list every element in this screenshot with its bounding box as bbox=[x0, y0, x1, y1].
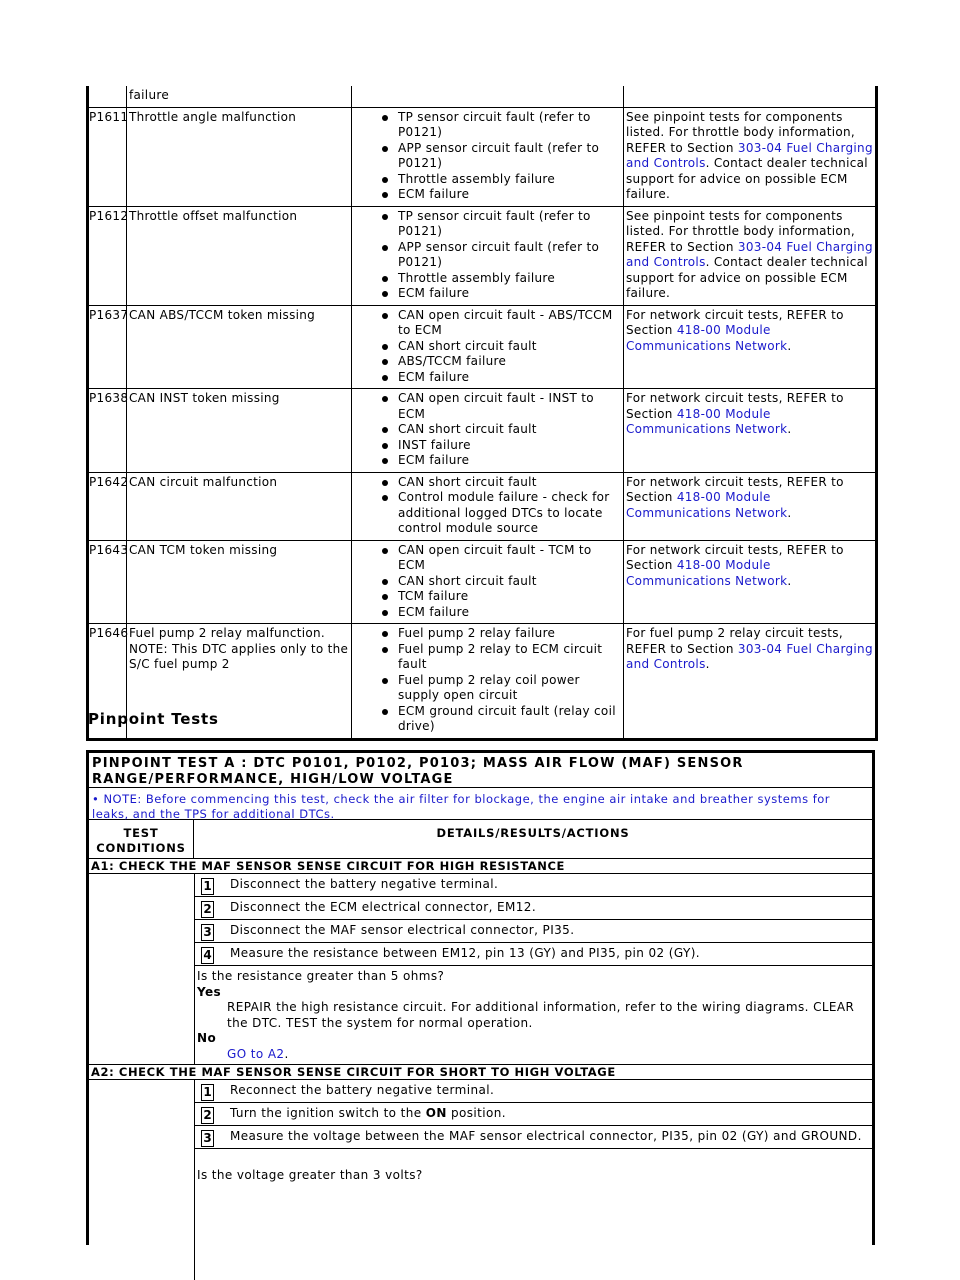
action: For fuel pump 2 relay circuit tests, REFER to Section 303-04 Fuel Charging and Controls. bbox=[624, 624, 877, 740]
a1-step-2 bbox=[195, 897, 872, 920]
cause-item: Fuel pump 2 relay failure bbox=[354, 626, 621, 642]
a1-step-3 bbox=[195, 920, 872, 943]
dtc-table bbox=[86, 86, 878, 741]
section-link[interactable]: 418-00 Module Communications Network bbox=[626, 406, 788, 436]
step-text: Disconnect the battery negative terminal. bbox=[230, 877, 499, 891]
cause-item: CAN open circuit fault - TCM to ECM bbox=[354, 543, 621, 574]
section-link[interactable]: 303-04 Fuel Charging and Controls bbox=[626, 140, 873, 170]
cause-item: INST failure bbox=[354, 438, 621, 454]
cause-item: CAN short circuit fault bbox=[354, 422, 621, 438]
possible-causes bbox=[352, 389, 624, 473]
action bbox=[624, 86, 877, 107]
a1-step-4 bbox=[195, 943, 872, 966]
dtc-description: CAN circuit malfunction bbox=[127, 472, 352, 540]
possible-causes bbox=[352, 86, 624, 107]
dtc-row bbox=[88, 472, 877, 540]
step-number: 4 bbox=[201, 947, 214, 964]
step-number: 2 bbox=[201, 1107, 214, 1124]
action: For network circuit tests, REFER to Section 418-00 Module Communications Network. bbox=[624, 305, 877, 389]
cause-item: CAN short circuit fault bbox=[354, 574, 621, 590]
dtc-code: P1637 bbox=[88, 305, 127, 389]
cause-item: ECM failure bbox=[354, 453, 621, 469]
possible-causes bbox=[352, 206, 624, 305]
step-number: 3 bbox=[201, 924, 214, 941]
step-a1-question: Is the resistance greater than 5 ohms? bbox=[197, 969, 445, 983]
dtc-row bbox=[88, 86, 877, 107]
section-link[interactable]: 303-04 Fuel Charging and Controls bbox=[626, 239, 873, 269]
action: For network circuit tests, REFER to Section 418-00 Module Communications Network. bbox=[624, 540, 877, 624]
dtc-row bbox=[88, 206, 877, 305]
possible-causes bbox=[352, 540, 624, 624]
step-a2-question: Is the voltage greater than 3 volts? bbox=[197, 1168, 423, 1182]
step-text: Disconnect the ECM electrical connector, EM12. bbox=[230, 900, 537, 914]
a2-step-1 bbox=[195, 1080, 872, 1103]
go-to-a2-link[interactable]: GO to A2 bbox=[227, 1046, 285, 1061]
dtc-row bbox=[88, 107, 877, 206]
step-a1-conditions bbox=[89, 874, 195, 1064]
cause-item: Fuel pump 2 relay to ECM circuit fault bbox=[354, 642, 621, 673]
a2-step-3 bbox=[195, 1126, 872, 1149]
dtc-description: Throttle angle malfunction bbox=[127, 107, 352, 206]
cause-item: ECM failure bbox=[354, 286, 621, 302]
cause-item: TCM failure bbox=[354, 589, 621, 605]
dtc-code bbox=[88, 86, 127, 107]
possible-causes bbox=[352, 107, 624, 206]
step-a1-header: A1: CHECK THE MAF SENSOR SENSE CIRCUIT FOR HIGH RESISTANCE bbox=[89, 859, 872, 874]
dtc-description: Throttle offset malfunction bbox=[127, 206, 352, 305]
cause-item: Control module failure - check for additional logged DTCs to locate control module source bbox=[354, 490, 621, 537]
cause-item: ECM ground circuit fault (relay coil drive) bbox=[354, 704, 621, 735]
cause-item: ECM failure bbox=[354, 370, 621, 386]
step-text: Measure the voltage between the MAF sensor electrical connector, PI35, pin 02 (GY) and GROUND. bbox=[230, 1129, 862, 1143]
dtc-row bbox=[88, 305, 877, 389]
step-a2-conditions bbox=[89, 1080, 195, 1280]
dtc-row bbox=[88, 540, 877, 624]
step-a2-block bbox=[89, 1080, 872, 1280]
cause-item: CAN short circuit fault bbox=[354, 475, 621, 491]
column-header-row bbox=[89, 820, 872, 859]
cause-item: CAN short circuit fault bbox=[354, 339, 621, 355]
cause-item: CAN open circuit fault - ABS/TCCM to ECM bbox=[354, 308, 621, 339]
step-number: 2 bbox=[201, 901, 214, 918]
step-a2-header: A2: CHECK THE MAF SENSOR SENSE CIRCUIT FOR SHORT TO HIGH VOLTAGE bbox=[89, 1065, 872, 1080]
col-details-results-actions: DETAILS/RESULTS/ACTIONS bbox=[436, 826, 630, 840]
step-a1-details bbox=[195, 874, 872, 1064]
action: For network circuit tests, REFER to Section 418-00 Module Communications Network. bbox=[624, 472, 877, 540]
section-link[interactable]: 418-00 Module Communications Network bbox=[626, 323, 788, 353]
cause-item: Throttle assembly failure bbox=[354, 172, 621, 188]
dtc-description: CAN ABS/TCCM token missing bbox=[127, 305, 352, 389]
cause-item: ECM failure bbox=[354, 605, 621, 621]
pinpoint-note[interactable]: • NOTE: Before commencing this test, check the air filter for blockage, the engine air intake and breather systems for leaks, and the TPS for additional DTCs. bbox=[89, 788, 872, 820]
dtc-code: P1638 bbox=[88, 389, 127, 473]
cause-item: ECM failure bbox=[354, 187, 621, 203]
action: See pinpoint tests for components listed. For throttle body information, REFER to Section 303-04 Fuel Charging and Controls. Contact dealer technical support for advice on possible ECM failure. bbox=[624, 107, 877, 206]
step-number: 3 bbox=[201, 1130, 214, 1147]
dtc-code: P1643 bbox=[88, 540, 127, 624]
action: See pinpoint tests for components listed. For throttle body information, REFER to Section 303-04 Fuel Charging and Controls. Contact dealer technical support for advice on possible ECM failure. bbox=[624, 206, 877, 305]
step-text: Reconnect the battery negative terminal. bbox=[230, 1083, 495, 1097]
dtc-description: CAN TCM token missing bbox=[127, 540, 352, 624]
dtc-description: failure bbox=[127, 86, 352, 107]
yes-action: REPAIR the high resistance circuit. For additional information, refer to the wiring diagrams. CLEAR the DTC. TEST the system for normal operation. bbox=[227, 1000, 855, 1030]
dtc-code: P1611 bbox=[88, 107, 127, 206]
cause-item: Fuel pump 2 relay coil power supply open circuit bbox=[354, 673, 621, 704]
step-text: Turn the ignition switch to the ON position. bbox=[230, 1106, 506, 1120]
a1-step-1 bbox=[195, 874, 872, 897]
a2-step-2 bbox=[195, 1103, 872, 1126]
step-a1-block bbox=[89, 874, 872, 1065]
possible-causes bbox=[352, 472, 624, 540]
possible-causes bbox=[352, 624, 624, 740]
dtc-description: Fuel pump 2 relay malfunction. NOTE: This DTC applies only to the S/C fuel pump 2 bbox=[127, 624, 352, 740]
pinpoint-title: PINPOINT TEST A : DTC P0101, P0102, P0103; MASS AIR FLOW (MAF) SENSOR RANGE/PERFORMANCE, HIGH/LOW VOLTAGE bbox=[89, 753, 872, 788]
dtc-code: P1646 bbox=[88, 624, 127, 740]
pinpoint-test-a bbox=[86, 750, 875, 1245]
section-link[interactable]: 418-00 Module Communications Network bbox=[626, 490, 788, 520]
dtc-code: P1642 bbox=[88, 472, 127, 540]
dtc-row bbox=[88, 389, 877, 473]
possible-causes bbox=[352, 305, 624, 389]
step-number: 1 bbox=[201, 878, 214, 895]
step-text: Measure the resistance between EM12, pin 13 (GY) and PI35, pin 02 (GY). bbox=[230, 946, 701, 960]
step-a2-details bbox=[195, 1080, 872, 1280]
cause-item: CAN open circuit fault - INST to ECM bbox=[354, 391, 621, 422]
dtc-description: CAN INST token missing bbox=[127, 389, 352, 473]
section-link[interactable]: 418-00 Module Communications Network bbox=[626, 558, 788, 588]
step-text: Disconnect the MAF sensor electrical connector, PI35. bbox=[230, 923, 575, 937]
cause-item: TP sensor circuit fault (refer to P0121) bbox=[354, 209, 621, 240]
col-test-conditions: TEST CONDITIONS bbox=[89, 820, 194, 858]
dtc-code: P1612 bbox=[88, 206, 127, 305]
cause-item: APP sensor circuit fault (refer to P0121) bbox=[354, 141, 621, 172]
section-title: Pinpoint Tests bbox=[88, 710, 219, 728]
cause-item: Throttle assembly failure bbox=[354, 271, 621, 287]
yes-label: Yes bbox=[197, 984, 222, 999]
section-link[interactable]: 303-04 Fuel Charging and Controls bbox=[626, 641, 873, 671]
no-label: No bbox=[197, 1031, 217, 1045]
step-a1-question-block: Is the resistance greater than 5 ohms? Yes REPAIR the high resistance circuit. For additional information, refer to the wiring diagrams. CLEAR the DTC. TEST the system for normal operation. No GO to A2. bbox=[195, 966, 872, 1064]
step-number: 1 bbox=[201, 1084, 214, 1101]
cause-item: TP sensor circuit fault (refer to P0121) bbox=[354, 110, 621, 141]
action: For network circuit tests, REFER to Section 418-00 Module Communications Network. bbox=[624, 389, 877, 473]
cause-item: ABS/TCCM failure bbox=[354, 354, 621, 370]
cause-item: APP sensor circuit fault (refer to P0121) bbox=[354, 240, 621, 271]
